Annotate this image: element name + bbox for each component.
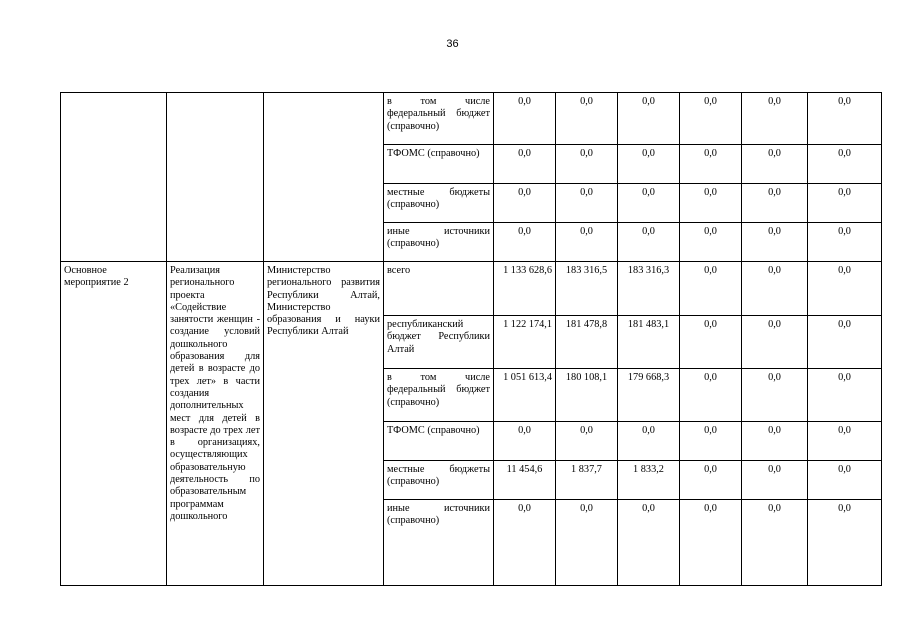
value-cell: 0,0	[680, 262, 742, 316]
source-cell: иные источники (справочно)	[384, 500, 494, 586]
value-cell: 0,0	[556, 93, 618, 145]
value-cell: 0,0	[680, 145, 742, 184]
source-cell: местные бюджеты (справочно)	[384, 184, 494, 223]
value-cell: 179 668,3	[618, 369, 680, 422]
value-cell: 0,0	[494, 184, 556, 223]
status-cell	[61, 93, 167, 262]
value-cell: 0,0	[742, 93, 808, 145]
value-cell: 0,0	[494, 93, 556, 145]
value-cell: 0,0	[742, 369, 808, 422]
value-cell: 0,0	[618, 500, 680, 586]
value-cell: 1 833,2	[618, 461, 680, 500]
value-cell: 0,0	[680, 93, 742, 145]
value-cell: 0,0	[680, 500, 742, 586]
source-cell: местные бюджеты (справочно)	[384, 461, 494, 500]
value-cell: 0,0	[808, 316, 882, 369]
value-cell: 0,0	[742, 145, 808, 184]
value-cell: 181 478,8	[556, 316, 618, 369]
value-cell: 1 837,7	[556, 461, 618, 500]
value-cell: 0,0	[680, 316, 742, 369]
value-cell: 0,0	[742, 500, 808, 586]
value-cell: 0,0	[808, 422, 882, 461]
source-cell: республиканский бюджет Республики Алтай	[384, 316, 494, 369]
value-cell: 0,0	[680, 422, 742, 461]
value-cell: 0,0	[556, 500, 618, 586]
value-cell: 1 133 628,6	[494, 262, 556, 316]
source-cell: всего	[384, 262, 494, 316]
value-cell: 0,0	[556, 223, 618, 262]
budget-table	[60, 92, 882, 586]
value-cell: 181 483,1	[618, 316, 680, 369]
value-cell: 0,0	[680, 184, 742, 223]
value-cell: 0,0	[680, 223, 742, 262]
value-cell: 0,0	[556, 422, 618, 461]
source-cell: иные источники (справочно)	[384, 223, 494, 262]
value-cell: 0,0	[808, 369, 882, 422]
executor-cell	[264, 93, 384, 262]
table-row	[61, 262, 882, 316]
value-cell: 180 108,1	[556, 369, 618, 422]
page-number: 36	[446, 38, 459, 50]
value-cell: 0,0	[680, 461, 742, 500]
value-cell: 0,0	[556, 184, 618, 223]
source-cell: в том числе федеральный бюджет (справочно)	[384, 93, 494, 145]
value-cell: 0,0	[618, 145, 680, 184]
value-cell: 0,0	[808, 500, 882, 586]
value-cell: 11 454,6	[494, 461, 556, 500]
name-cell: Реализация регионального проекта «Содействие занятости женщин - создание условий дошкольного образования для детей в возрасте до трех лет» в части создания дополнительных мест для детей в возрасте до трех лет в организациях, осуществляющих образовательную деятельность по образовательным программам дошкольного	[167, 262, 264, 586]
value-cell: 0,0	[494, 422, 556, 461]
value-cell: 0,0	[808, 461, 882, 500]
table-row	[61, 93, 882, 145]
value-cell: 0,0	[742, 422, 808, 461]
source-cell: ТФОМС (справочно)	[384, 422, 494, 461]
value-cell: 0,0	[742, 461, 808, 500]
value-cell: 0,0	[808, 184, 882, 223]
value-cell: 0,0	[808, 262, 882, 316]
value-cell: 183 316,3	[618, 262, 680, 316]
value-cell: 0,0	[742, 184, 808, 223]
value-cell: 0,0	[494, 145, 556, 184]
value-cell: 0,0	[556, 145, 618, 184]
value-cell: 0,0	[618, 93, 680, 145]
source-cell: в том числе федеральный бюджет (справочно)	[384, 369, 494, 422]
value-cell: 0,0	[618, 223, 680, 262]
status-cell: Основное мероприятие 2	[61, 262, 167, 586]
value-cell: 0,0	[808, 145, 882, 184]
executor-cell: Министерство регионального развития Республики Алтай, Министерство образования и науки Республики Алтай	[264, 262, 384, 586]
value-cell: 0,0	[618, 184, 680, 223]
value-cell: 0,0	[494, 223, 556, 262]
value-cell: 0,0	[494, 500, 556, 586]
value-cell: 1 122 174,1	[494, 316, 556, 369]
value-cell: 0,0	[618, 422, 680, 461]
value-cell: 0,0	[808, 93, 882, 145]
value-cell: 183 316,5	[556, 262, 618, 316]
value-cell: 0,0	[808, 223, 882, 262]
name-cell	[167, 93, 264, 262]
value-cell: 0,0	[680, 369, 742, 422]
value-cell: 0,0	[742, 262, 808, 316]
source-cell: ТФОМС (справочно)	[384, 145, 494, 184]
value-cell: 0,0	[742, 316, 808, 369]
value-cell: 0,0	[742, 223, 808, 262]
value-cell: 1 051 613,4	[494, 369, 556, 422]
